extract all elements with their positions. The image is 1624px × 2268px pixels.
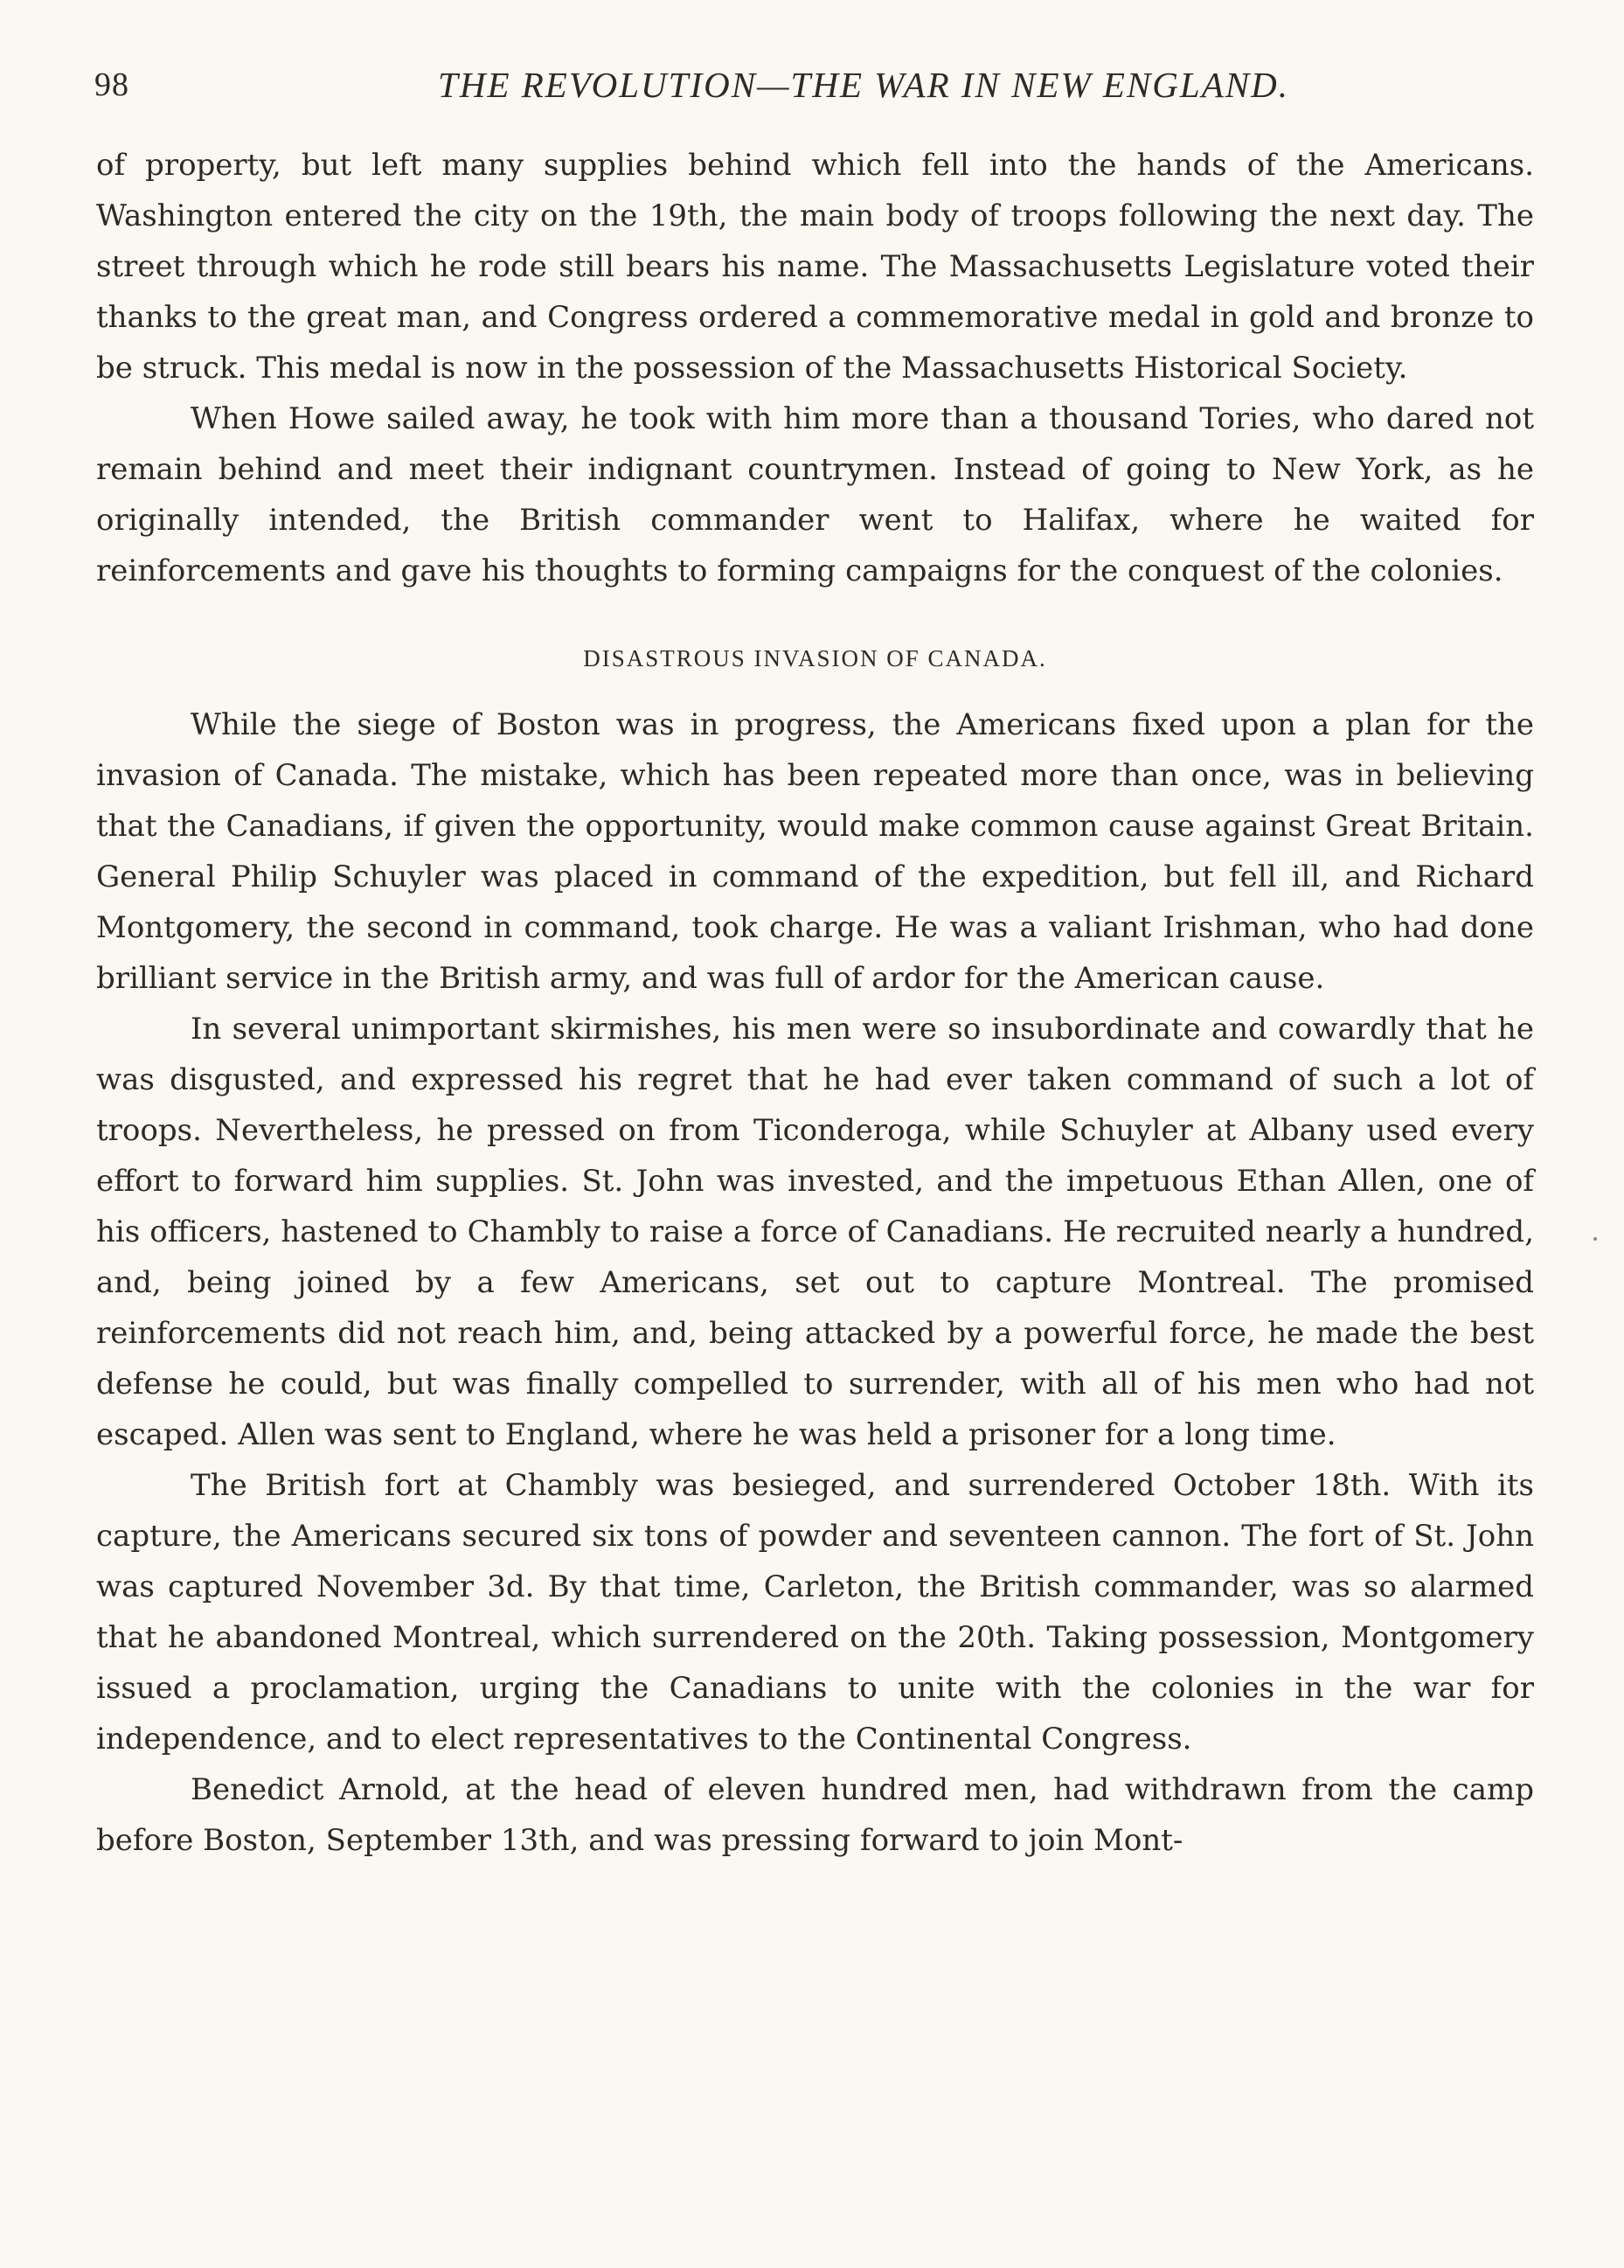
page-header: [94, 56, 1528, 114]
paragraph: The British fort at Chambly was besieged, and surrendered October 18th. With its capture, the Americans secured six tons of powder and seventeen cannon. The fort of St. John was captured November 3d. By that time, Carleton, the British commander, was so alarmed that he abandoned Montreal, which surrendered on the 20th. Taking possession, Montgomery issued a proclamation, urging the Canadians to unite with the colonies in the war for independence, and to elect representatives to the Continental Congress.: [96, 1468, 1534, 1757]
paragraph: When Howe sailed away, he took with him more than a thousand Tories, who dared not remain behind and meet their indignant countrymen. Instead of going to New York, as he originally intended, the British commander went to Halifax, where he waited for reinforcements and gave his thoughts to forming campaigns for the conquest of the colonies.: [96, 401, 1534, 588]
body-text: [96, 140, 1534, 1866]
paragraph: While the siege of Boston was in progress, the Americans fixed upon a plan for the invasion of Canada. The mistake, which has been repeated more than once, was in believing that the Canadians, if given the opportunity, would make common cause against Great Britain. General Philip Schuyler was placed in command of the expedition, but fell ill, and Richard Montgomery, the second in command, took charge. He was a valiant Irishman, who had done brilliant service in the British army, and was full of ardor for the American cause.: [96, 707, 1534, 996]
paragraph: In several unimportant skirmishes, his men were so insubordinate and cowardly that he was disgusted, and expressed his regret that he had ever taken command of such a lot of troops. Nevertheless, he pressed on from Ticonderoga, while Schuyler at Albany used every effort to forward him supplies. St. John was invested, and the impetuous Ethan Allen, one of his officers, hastened to Chambly to raise a force of Canadians. He recruited nearly a hundred, and, being joined by a few Americans, set out to capture Montreal. The promised reinforcements did not reach him, and, being attacked by a powerful force, he made the best defense he could, but was finally compelled to surrender, with all of his men who had not escaped. Allen was sent to England, where he was held a prisoner for a long time.: [96, 1012, 1534, 1452]
paragraph: of property, but left many supplies behind which fell into the hands of the Americans. Washington entered the city on the 19th, the main body of troops following the next day. The street through which he rode still bears his name. The Massachusetts Legislature voted their thanks to the great man, and Congress ordered a commemorative medal in gold and bronze to be struck. This medal is now in the possession of the Massachusetts Historical Society.: [96, 148, 1534, 386]
paragraph: Benedict Arnold, at the head of eleven hundred men, had withdrawn from the camp before Boston, September 13th, and was pressing forward to join Mont-: [96, 1772, 1534, 1858]
section-heading: DISASTROUS INVASION OF CANADA.: [583, 645, 1047, 671]
margin-speck: [1593, 1237, 1597, 1241]
running-head: THE REVOLUTION—THE WAR IN NEW ENGLAND.: [438, 65, 1289, 105]
page-number: 98: [94, 66, 129, 103]
